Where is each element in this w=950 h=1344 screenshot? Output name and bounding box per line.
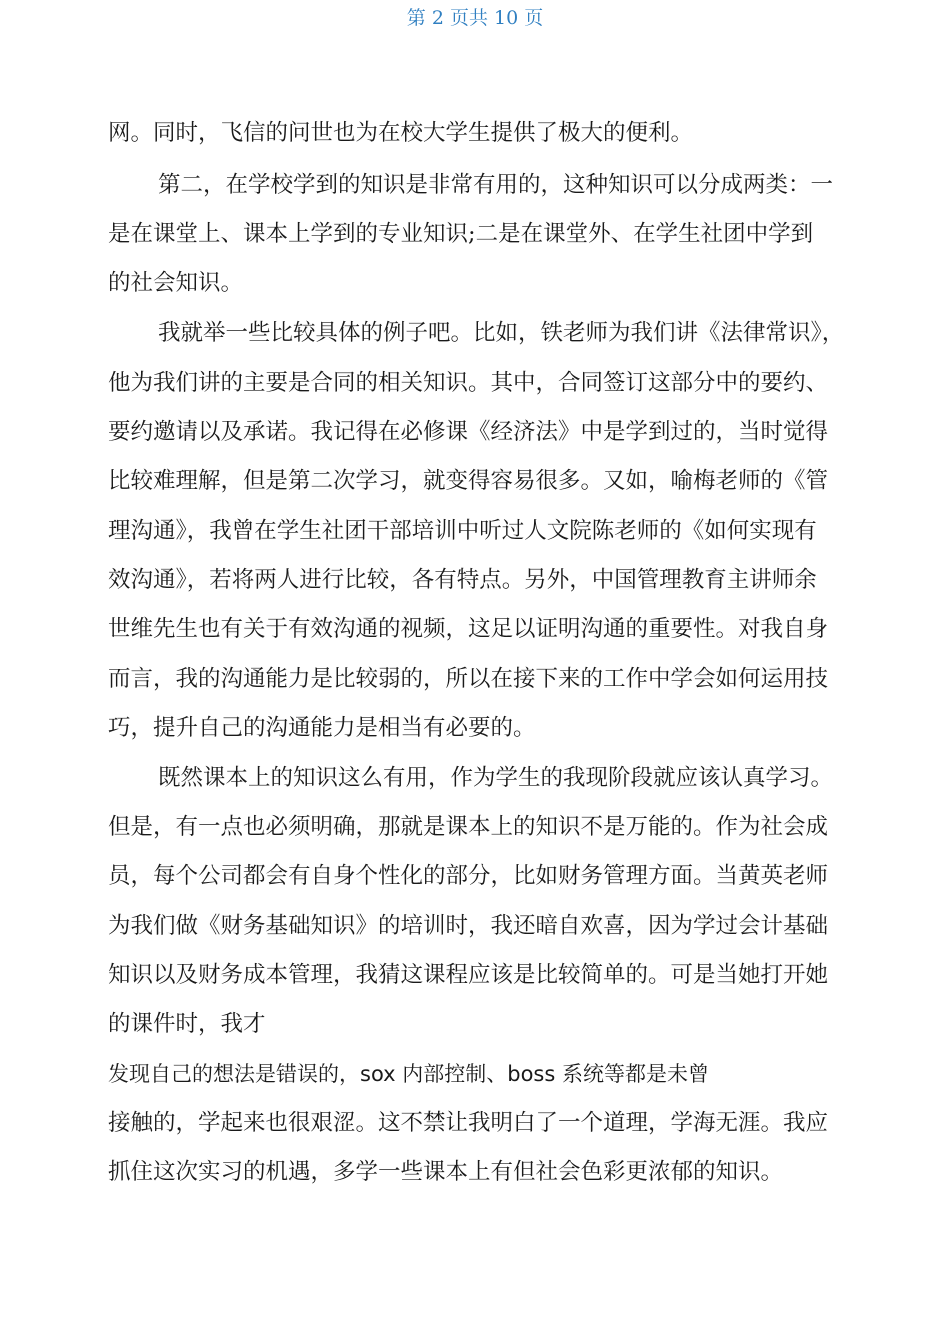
- text-line-14: 既然课本上的知识这么有用，作为学生的我现阶段就应该认真学习。: [158, 765, 834, 791]
- text-line-15: 但是，有一点也必须明确，那就是课本上的知识不是万能的。作为社会成: [108, 814, 829, 840]
- text-line-2: 第二，在学校学到的知识是非常有用的，这种知识可以分成两类：一: [158, 172, 834, 198]
- text-line-8: 比较难理解，但是第二次学习，就变得容易很多。又如，喻梅老师的《管: [108, 468, 829, 494]
- text-line-12: 而言，我的沟通能力是比较弱的，所以在接下来的工作中学会如何运用技: [108, 666, 829, 692]
- text-line-13: 巧，提升自己的沟通能力是相当有必要的。: [108, 715, 536, 741]
- text-line-5: 我就举一些比较具体的例子吧。比如，铁老师为我们讲《法律常识》，: [158, 320, 845, 346]
- text-line-3: 是在课堂上、课本上学到的专业知识;二是在课堂外、在学生社团中学到: [108, 221, 814, 247]
- text-line-16: 员，每个公司都会有自身个性化的部分，比如财务管理方面。当黄英老师: [108, 863, 829, 889]
- text-line-6: 他为我们讲的主要是合同的相关知识。其中，合同签订这部分中的要约、: [108, 370, 829, 396]
- text-line-11: 世维先生也有关于有效沟通的视频，这足以证明沟通的重要性。对我自身: [108, 616, 829, 642]
- text-line-20: 发现自己的想法是错误的，sox 内部控制、boss 系统等都是未曾: [108, 1062, 709, 1086]
- text-line-19: 的课件时，我才: [108, 1011, 266, 1037]
- text-line-10: 效沟通》，若将两人进行比较，各有特点。另外，中国管理教育主讲师余: [108, 567, 817, 593]
- text-line-1: 网。同时，飞信的问世也为在校大学生提供了极大的便利。: [108, 120, 694, 146]
- text-line-22: 抓住这次实习的机遇，多学一些课本上有但社会色彩更浓郁的知识。: [108, 1159, 784, 1185]
- text-line-21: 接触的，学起来也很艰涩。这不禁让我明白了一个道理，学海无涯。我应: [108, 1110, 829, 1136]
- text-line-9: 理沟通》，我曾在学生社团干部培训中听过人文院陈老师的《如何实现有: [108, 518, 817, 544]
- text-line-7: 要约邀请以及承诺。我记得在必修课《经济法》中是学到过的，当时觉得: [108, 419, 829, 445]
- text-line-18: 知识以及财务成本管理，我猜这课程应该是比较简单的。可是当她打开她: [108, 962, 829, 988]
- page-number-header: 第 2 页共 10 页: [406, 7, 544, 29]
- text-line-17: 为我们做《财务基础知识》的培训时，我还暗自欢喜，因为学过会计基础: [108, 913, 829, 939]
- text-line-4: 的社会知识。: [108, 270, 244, 296]
